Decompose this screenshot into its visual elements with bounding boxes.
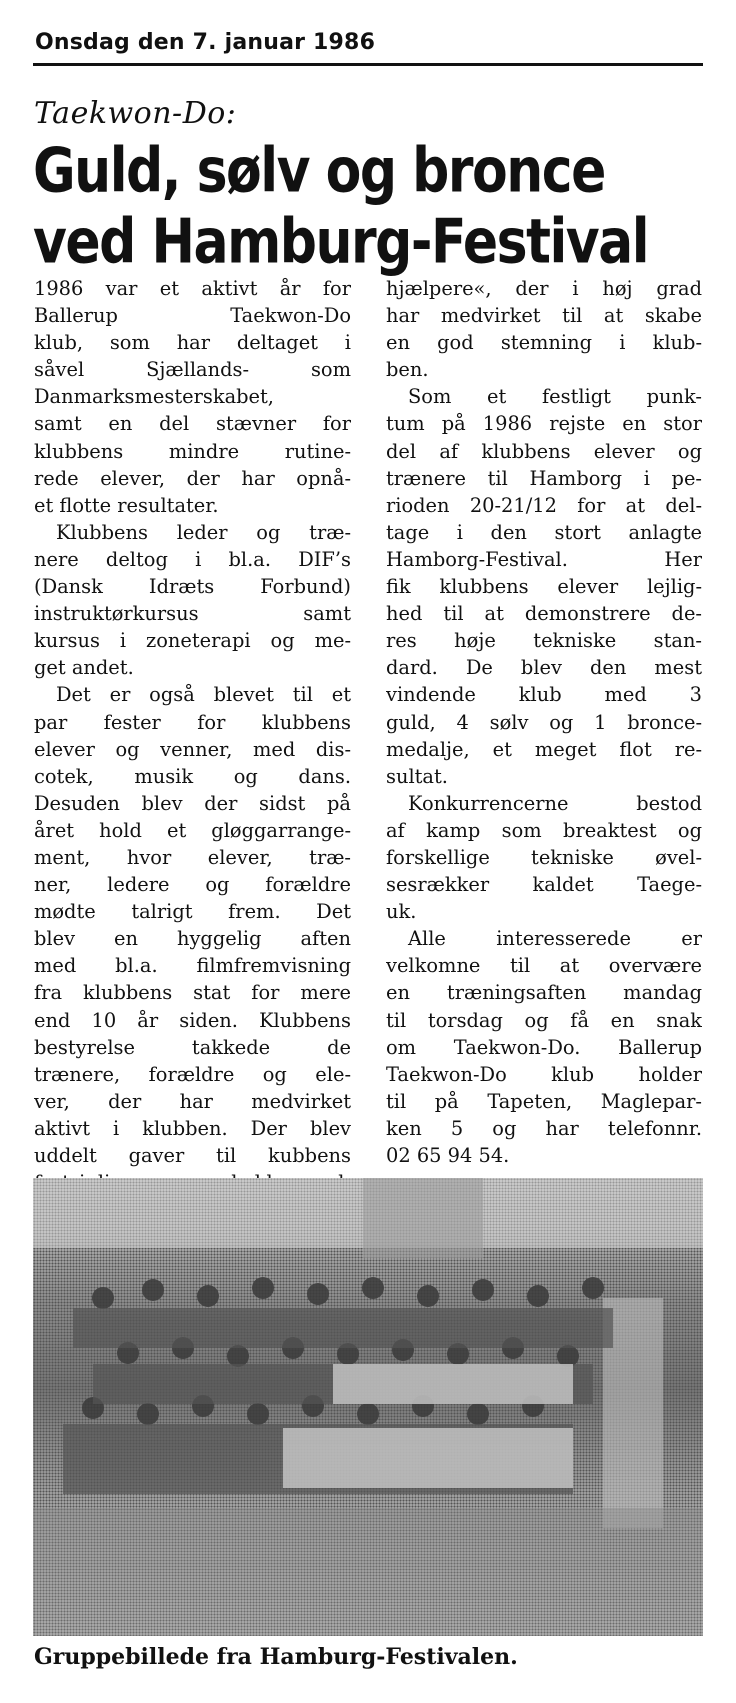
article-column-right: [386, 275, 702, 1169]
group-photo-illustration: [33, 1178, 703, 1636]
article-line: samt en del stævner for: [34, 412, 351, 436]
article-line: dard. De blev den mest: [386, 656, 702, 680]
article-line: mødte talrigt frem. Det: [34, 900, 351, 924]
group-photo: [33, 1178, 703, 1636]
article-line: klub, som har deltaget i: [34, 331, 351, 355]
article-line: såvel Sjællands- som: [34, 358, 351, 382]
article-line: Som et festligt punk-: [408, 385, 702, 409]
article-line: ner, ledere og forældre: [34, 873, 351, 897]
article-line: aktivt i klubben. Der blev: [34, 1116, 351, 1140]
article-line: sesrækker kaldet Taege-: [386, 873, 702, 897]
photo-caption: Gruppebillede fra Hamburg-Festivalen.: [34, 1644, 518, 1670]
article-line: et flotte resultater.: [34, 493, 219, 517]
article-line: vindende klub med 3: [386, 683, 702, 707]
article-line: ment, hvor elever, træ-: [34, 845, 351, 869]
article-line: get andet.: [34, 656, 134, 680]
article-line: forskellige tekniske øvel-: [386, 845, 702, 869]
article-line: ver, der har medvirket: [34, 1089, 351, 1113]
article-line: en god stemning i klub-: [386, 331, 702, 355]
article-line: Taekwon-Do klub holder: [386, 1062, 702, 1086]
article-line: Hamborg-Festival. Her: [386, 547, 702, 571]
article-line: nere deltog i bl.a. DIF’s: [34, 547, 351, 571]
article-line: ken 5 og har telefonnr.: [386, 1116, 702, 1140]
article-line: Det er også blevet til et: [56, 683, 351, 707]
article-line: par fester for klubbens: [34, 710, 351, 734]
article-line: medalje, et meget flot re-: [386, 737, 702, 761]
article-line: hed til at demonstrere de-: [386, 602, 702, 626]
article-line: guld, 4 sølv og 1 bronce-: [386, 710, 702, 734]
article-line: fik klubbens elever lejlig-: [386, 575, 702, 599]
article-line: rioden 20-21/12 for at del-: [386, 493, 702, 517]
article-line: 1986 var et aktivt år for: [34, 277, 351, 300]
article-line: Konkurrencerne bestod: [408, 791, 702, 815]
article-line: del af klubbens elever og: [386, 439, 702, 463]
article-line: rede elever, der har opnå-: [34, 466, 351, 490]
article-line: (Dansk Idræts Forbund): [34, 575, 351, 599]
dateline: Onsdag den 7. januar 1986: [35, 30, 376, 55]
article-line: Danmarksmesterskabet,: [34, 385, 274, 409]
article-line: tum på 1986 rejste en stor: [386, 412, 702, 436]
header-rule: [33, 63, 703, 66]
article-line: blev en hyggelig aften: [34, 927, 351, 951]
article-line: bestyrelse takkede de: [34, 1035, 351, 1059]
article-line: velkomne til at overvære: [386, 954, 702, 978]
article-line: Desuden blev der sidst på: [34, 791, 351, 815]
article-line: tage i den stort anlagte: [386, 520, 702, 544]
article-line: året hold et gløggarrange-: [34, 818, 351, 842]
article-line: til på Tapeten, Maglepar-: [386, 1089, 702, 1113]
article-line: trænere til Hamborg i pe-: [386, 466, 702, 490]
article-line: Klubbens leder og træ-: [56, 520, 351, 544]
article-line: Ballerup Taekwon-Do: [34, 304, 351, 328]
headline-line-1: Guld, sølv og bronce: [33, 136, 605, 207]
article-line: res høje tekniske stan-: [386, 629, 702, 653]
article-line: ben.: [386, 358, 429, 382]
article-line: cotek, musik og dans.: [34, 764, 351, 788]
article-line: hjælpere«, der i høj grad: [386, 277, 702, 300]
article-line: Alle interesserede er: [408, 927, 702, 951]
article-line: trænere, forældre og ele-: [34, 1062, 351, 1086]
article-line: uk.: [386, 900, 417, 924]
article-column-left: [34, 275, 351, 1196]
article-line: en træningsaften mandag: [386, 981, 702, 1005]
article-line: 02 65 94 54.: [386, 1144, 510, 1167]
headline-line-2: ved Hamburg-Festival: [33, 206, 649, 278]
article-line: sultat.: [386, 764, 448, 788]
article-line: af kamp som breaktest og: [386, 818, 702, 842]
article-line: fra klubbens stat for mere: [34, 981, 351, 1005]
kicker: Taekwon-Do:: [34, 96, 237, 131]
article-line: har medvirket til at skabe: [386, 304, 702, 328]
article-line: om Taekwon-Do. Ballerup: [386, 1035, 702, 1059]
article-line: end 10 år siden. Klubbens: [34, 1008, 351, 1032]
article-line: kursus i zoneterapi og me-: [34, 629, 351, 653]
article-line: til torsdag og få en snak: [386, 1008, 702, 1032]
headline: [33, 136, 713, 278]
article-line: elever og venner, med dis-: [34, 737, 351, 761]
article-line: klubbens mindre rutine-: [34, 439, 351, 463]
article-line: instruktørkursus samt: [34, 602, 351, 626]
article-line: med bl.a. filmfremvisning: [34, 954, 351, 978]
article-line: uddelt gaver til kubbens: [34, 1144, 351, 1167]
